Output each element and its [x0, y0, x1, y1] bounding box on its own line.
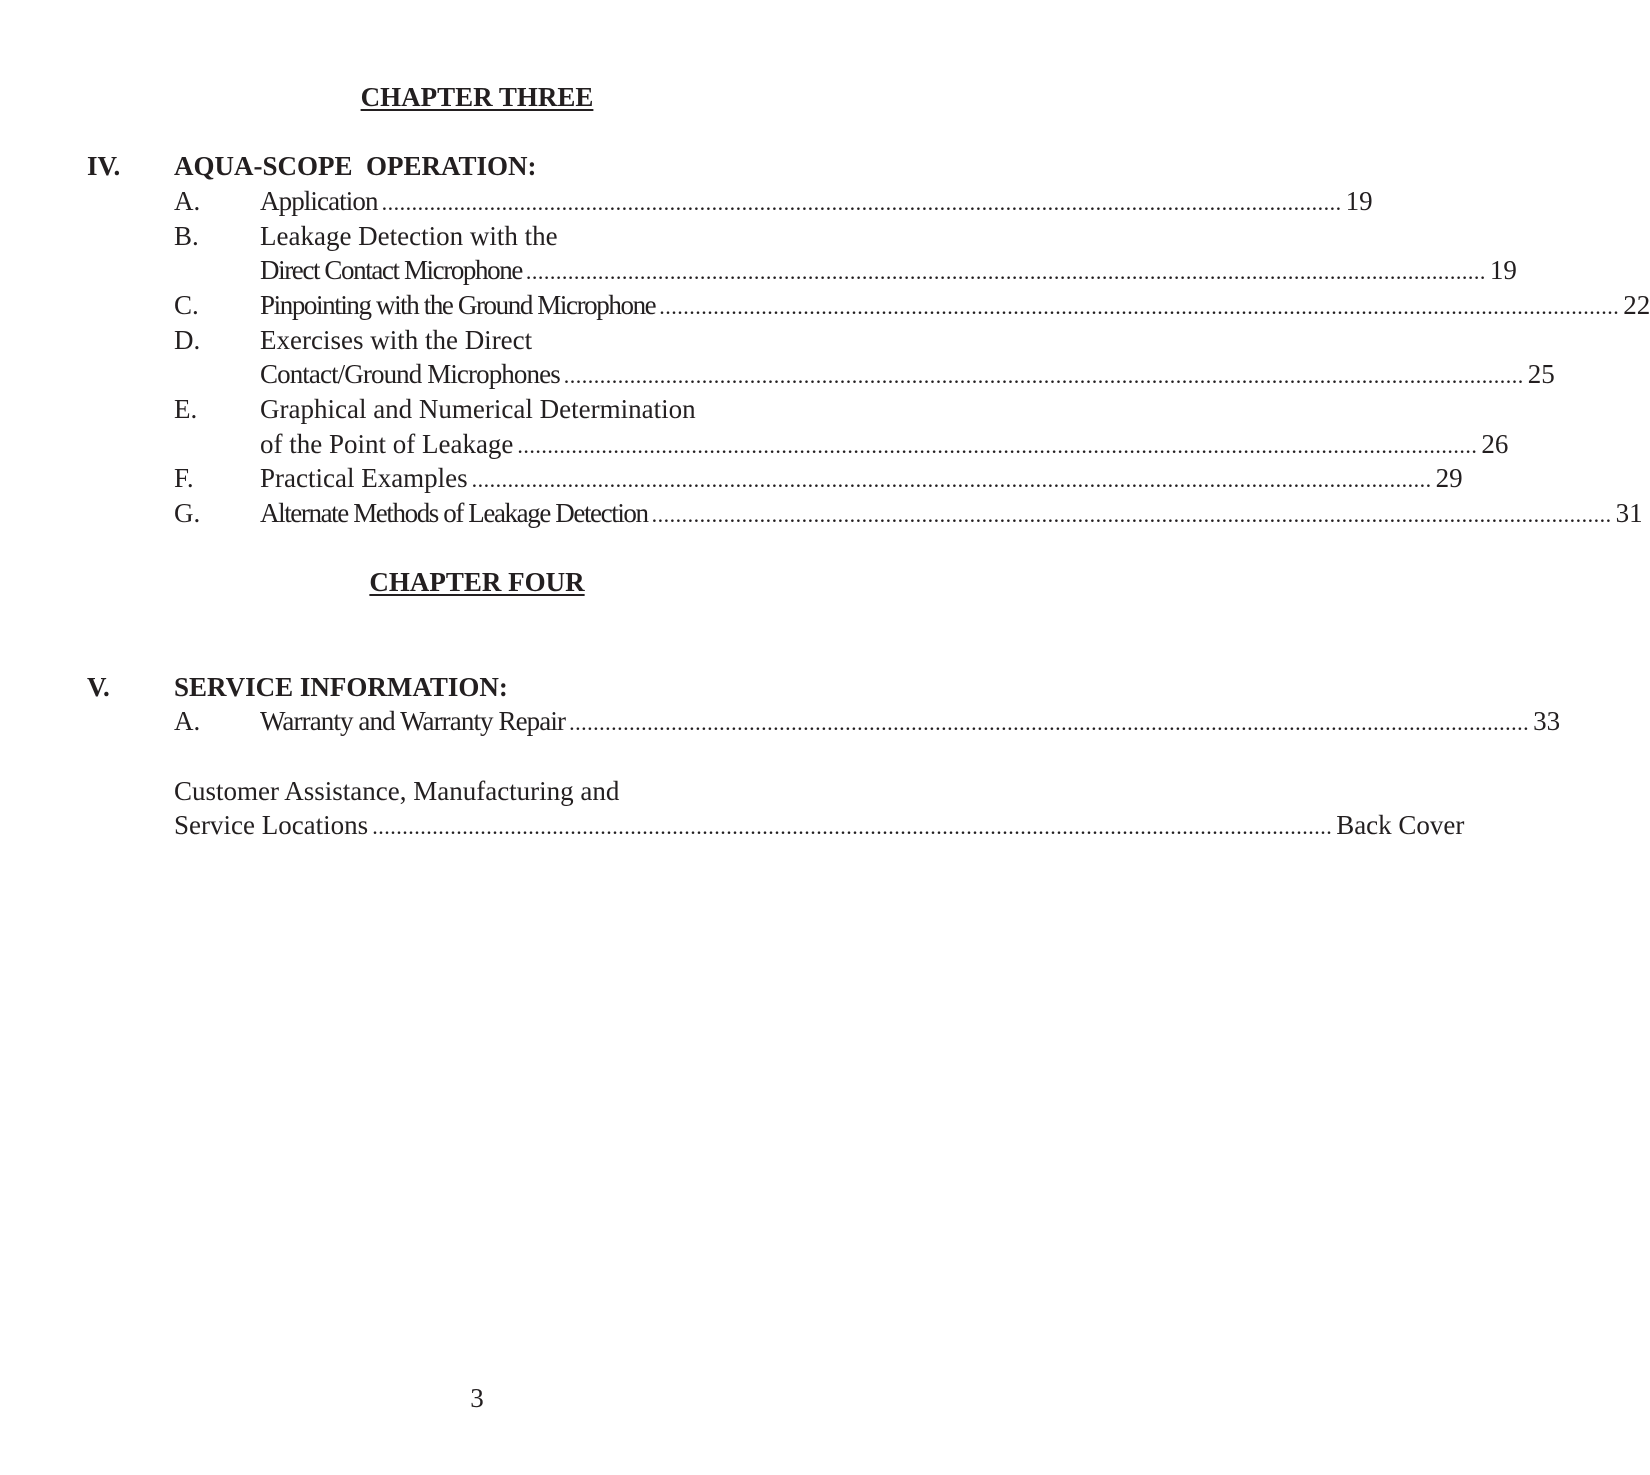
entry-page-number: 31: [1615, 498, 1643, 528]
entry-title-line-2: Service Locations: [174, 810, 369, 840]
entry-title-line-1: Graphical and Numerical Determination: [260, 394, 696, 424]
entry-title-line-1: Customer Assistance, Manufacturing and: [174, 776, 620, 806]
dot-leader: ................................................................................................................................................................: [471, 467, 1432, 492]
entry-leader-line: [174, 808, 1465, 844]
entry-letter: G.: [174, 498, 201, 528]
entry-title: Warranty and Warranty Repair: [260, 706, 566, 736]
dot-leader: ................................................................................................................................................................: [517, 433, 1478, 458]
chapter-three-heading: CHAPTER THREE: [360, 82, 594, 112]
entry-leader-line: [260, 496, 1643, 532]
entry-letter: E.: [174, 394, 198, 424]
section-title: SERVICE INFORMATION:: [174, 672, 508, 702]
entry-leader-line: [260, 704, 1561, 740]
entry-title-line-2: of the Point of Leakage: [260, 429, 514, 459]
entry-letter: B.: [174, 221, 199, 251]
entry-title-line-1: Leakage Detection with the: [260, 221, 558, 251]
entry-letter: D.: [174, 325, 201, 355]
entry-letter: C.: [174, 290, 199, 320]
entry-title: Practical Examples: [260, 463, 468, 493]
dot-leader: ................................................................................................................................................................: [525, 259, 1486, 284]
section-number: V.: [87, 672, 110, 702]
entry-leader-line: [260, 253, 1517, 289]
dot-leader: ................................................................................................................................................................: [372, 814, 1333, 839]
entry-page-number: 29: [1435, 463, 1463, 493]
dot-leader: ................................................................................................................................................................: [563, 363, 1524, 388]
page-number: 3: [470, 1383, 484, 1413]
dot-leader: ................................................................................................................................................................: [659, 294, 1620, 319]
entry-page-number: 19: [1345, 186, 1373, 216]
entry-page-number: 25: [1527, 359, 1555, 389]
section-iv-heading: [0, 149, 954, 183]
entry-page-number: 22: [1623, 290, 1650, 320]
entry-letter: F.: [174, 463, 194, 493]
entry-letter: A.: [174, 706, 201, 736]
entry-letter: A.: [174, 186, 201, 216]
entry-title-line-1: Exercises with the Direct: [260, 325, 533, 355]
entry-leader-line: [260, 357, 1555, 393]
chapter-four-heading: CHAPTER FOUR: [369, 567, 585, 597]
entry-leader-line: [260, 184, 1373, 220]
entry-page-number: 33: [1533, 706, 1561, 736]
section-v-heading: [0, 670, 954, 704]
dot-leader: ................................................................................................................................................................: [569, 710, 1530, 735]
dot-leader: ................................................................................................................................................................: [381, 190, 1342, 215]
entry-leader-line: [260, 427, 1509, 463]
entry-leader-line: [260, 288, 1650, 324]
entry-page-reference: Back Cover: [1336, 810, 1465, 840]
entry-page-number: 19: [1489, 255, 1517, 285]
section-title: AQUA-SCOPE OPERATION:: [174, 151, 537, 181]
entry-leader-line: [260, 461, 1463, 497]
entry-title-line-2: Direct Contact Microphone: [260, 255, 522, 285]
entry-page-number: 26: [1481, 429, 1509, 459]
dot-leader: ................................................................................................................................................................: [651, 502, 1612, 527]
entry-title-line-2: Contact/Ground Microphones: [260, 359, 560, 389]
entry-title: Alternate Methods of Leakage Detection: [260, 498, 648, 528]
entry-title: Pinpointing with the Ground Microphone: [260, 290, 656, 320]
section-number: IV.: [87, 151, 121, 181]
entry-title: Application: [260, 186, 378, 216]
